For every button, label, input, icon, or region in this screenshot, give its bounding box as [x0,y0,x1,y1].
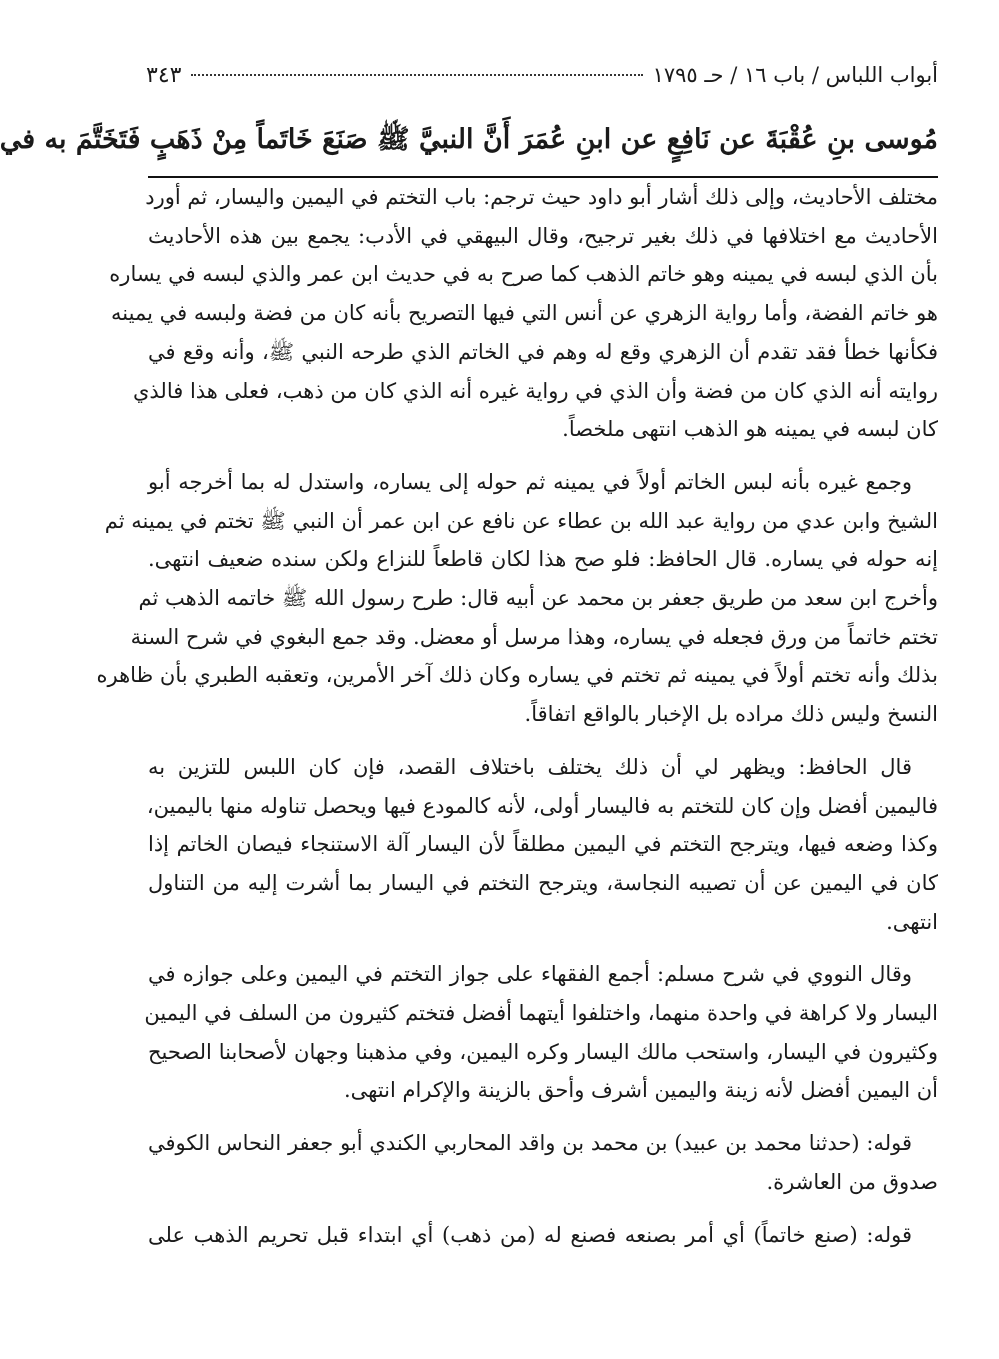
paragraph [96,463,938,734]
text-line: وجمع غيره بأنه لبس الخاتم أولاً في يمينه ثم حوله إلى يساره، واستدل له بما أخرجه أبو [148,469,912,494]
paragraph [144,955,938,1110]
text-line: قوله: (حدثنا محمد بن عبيد) بن محمد بن واقد المحاربي الكندي أبو جعفر النحاس الكوفي [148,1131,912,1156]
text-line: مختلف الأحاديث، وإلى ذلك أشار أبو داود حيث ترجم: باب التختم في اليمين واليسار، ثم أورد [145,185,938,209]
paragraph [148,1124,938,1201]
text-line: اليسار ولا كراهة في واحدة منهما، واختلفوا أيتهما أفضل فتختم كثيرون من السلف في اليمين [144,1001,938,1026]
running-header [146,56,938,94]
paragraph [109,178,938,449]
text-line: وأخرج ابن سعد من طريق جعفر بن محمد عن أبيه قال: طرح رسول الله ﷺ خاتمه الذهب ثم [138,586,938,611]
paragraph [148,1216,938,1255]
dotted-leader [191,74,642,76]
page-number: ٣٤٣ [146,62,182,88]
text-line: وقال النووي في شرح مسلم: أجمع الفقهاء على جواز التختم في اليمين وعلى جوازه في [148,962,912,987]
text-line: قوله: (صنع خاتماً) أي أمر بصنعه فصنع له (من ذهب) أي ابتداء قبل تحريم الذهب على [148,1222,912,1247]
text-line: كان في اليمين عن أن تصيبه النجاسة، ويترجح التختم في اليسار بما أشرت إليه من التناول [148,870,938,895]
text-line: هو خاتم الفضة، وأما رواية الزهري عن أنس التي فيها التصريح بأنه كان من فضة ولبسه في يمينه [111,301,938,326]
hadith-text-line: مُوسى بنِ عُقْبَةَ عن نَافِعٍ عن ابنِ عُمَرَ أَنَّ النبيَّ ﷺ صَنَعَ خَاتَماً مِنْ ذَهَبٍ فَتَخَتَّمَ به في [0,124,938,155]
text-line: أن اليمين أفضل لأنه زينة واليمين أشرف وأحق بالزينة والإكرام انتهى. [343,1078,938,1103]
text-line: بأن الذي لبسه في يمينه وهو خاتم الذهب كما صرح به في حديث ابن عمر والذي لبسه في يساره [109,262,938,287]
text-line: انتهى. [886,909,938,934]
text-line: إنه حوله في يساره. قال الحافظ: فلو صح هذا لكان قاطعاً للنزاع ولكن سنده ضعيف انتهى. [148,547,938,572]
text-line: النسخ وليس ذلك مراده بل الإخبار بالواقع اتفاقاً. [524,702,938,727]
paragraph [148,748,938,942]
text-line: وكثيرون في اليسار، واستحب مالك اليسار وكره اليمين، وفي مذهبنا وجهان لأصحابنا الصحيح [148,1039,938,1064]
text-line: كان لبسه في يمينه هو الذهب انتهى ملخصاً. [562,417,938,442]
text-line: فكأنها خطأ فقد تقدم أن الزهري وقع له وهم في الخاتم الذي طرحه النبي ﷺ، وأنه وقع في [148,339,938,364]
text-line: روايته أنه الذي كان من فضة وأن الذي في رواية غيره أنه الذي كان من ذهب، فعلى هذا فالذي [132,378,938,403]
text-line: بذلك وأنه تختم أولاً في يمينه ثم تختم في يساره وكان ذلك آخر الأمرين، وتعقبه الطبري بأن ظاهره [96,663,938,688]
text-line: قال الحافظ: ويظهر لي أن ذلك يختلف باختلاف القصد، فإن كان اللبس للتزين به [148,754,912,779]
text-line: تختم خاتماً من ورق فجعله في يساره، وهذا مرسل أو معضل. وقد جمع البغوي في شرح السنة [130,624,938,649]
commentary-body [96,178,938,1268]
text-line: الشيخ وابن عدي من رواية عبد الله بن عطاء عن نافع عن ابن عمر أن النبي ﷺ تختم في يمينه ثم [104,508,938,533]
running-title: أبواب اللباس / باب ١٦ / حـ ١٧٩٥ [652,63,938,87]
text-line: صدوق من العاشرة. [766,1169,938,1194]
text-line: وكذا وضعه فيها، ويترجح التختم في اليمين مطلقاً لأن اليسار آلة الاستنجاء فيصان الخاتم إذا [148,832,938,857]
text-line: الأحاديث مع اختلافها في ذلك بغير ترجيح، وقال البيهقي في الأدب: يجمع بين هذه الأحاديث [148,223,938,248]
text-line: فاليمين أفضل وإن كان للتختم به فاليسار أولى، لأنه كالمودع فيها ويحصل تناوله منها باليمين، [146,793,938,818]
